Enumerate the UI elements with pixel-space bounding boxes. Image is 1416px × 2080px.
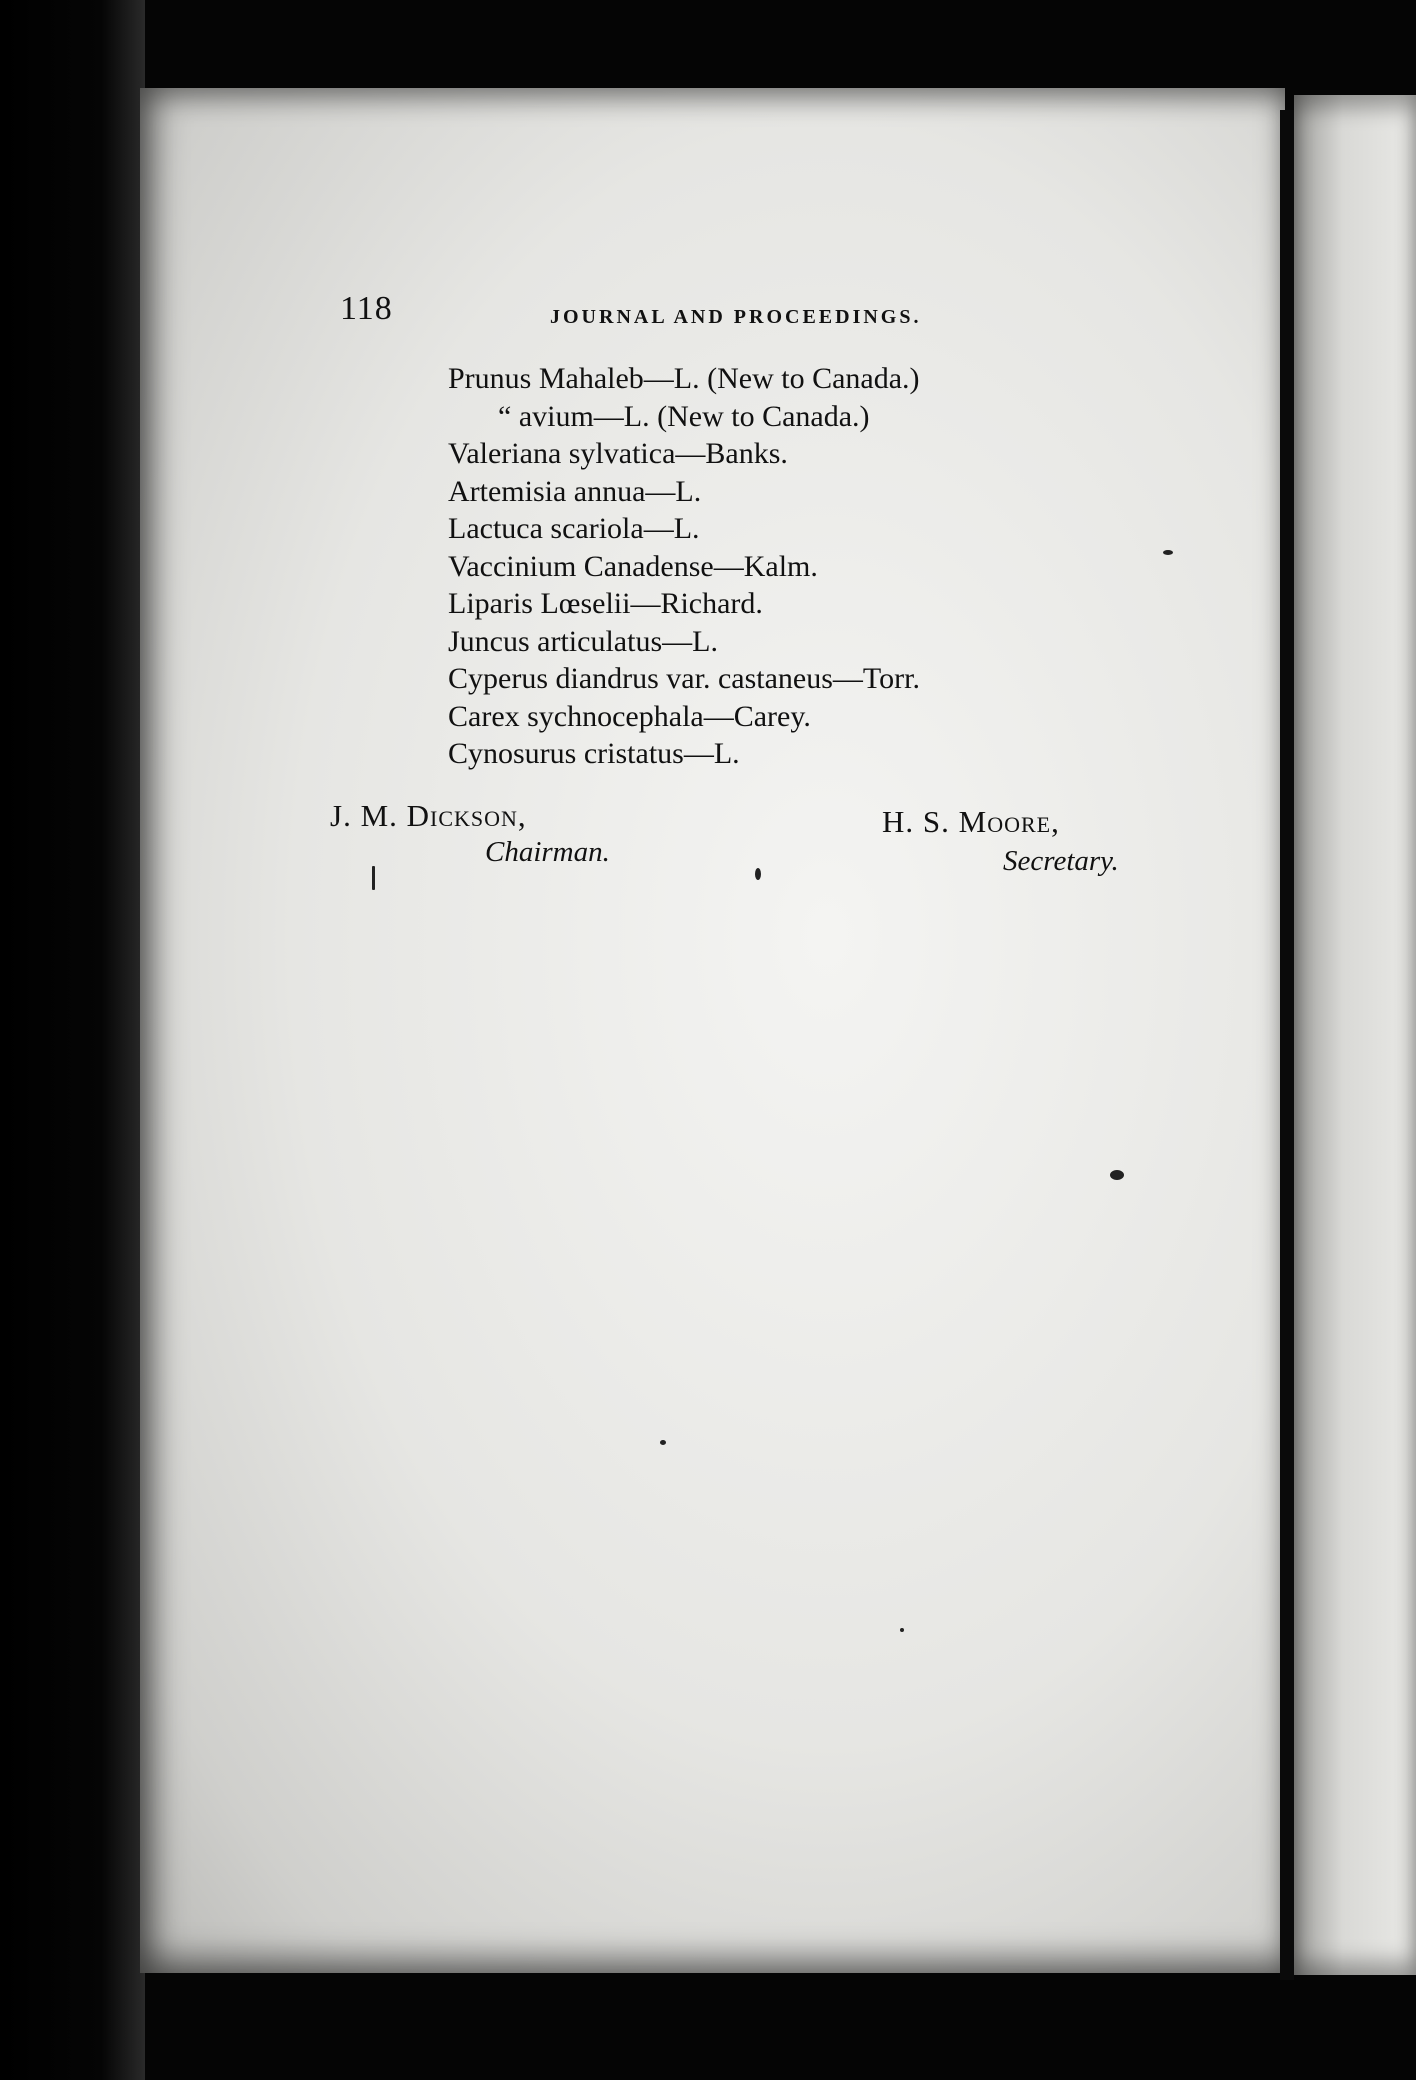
chairman-title: Chairman. bbox=[485, 836, 610, 868]
species-entry: Artemisia annua—L. bbox=[448, 474, 702, 508]
running-head: JOURNAL AND PROCEEDINGS. bbox=[550, 306, 922, 328]
species-entry: Cynosurus cristatus—L. bbox=[448, 737, 740, 770]
species-entry: Vaccinium Canadense—Kalm. bbox=[448, 549, 818, 583]
species-entry: Juncus articulatus—L. bbox=[448, 624, 718, 658]
ink-speck bbox=[372, 866, 375, 890]
secretary-name: H. S. Moore, bbox=[882, 804, 1060, 839]
ink-speck bbox=[1163, 550, 1173, 555]
ink-speck bbox=[755, 868, 761, 880]
ink-speck bbox=[1110, 1170, 1124, 1180]
page-gutter bbox=[1280, 110, 1294, 1980]
species-entry: Lactuca scariola—L. bbox=[448, 512, 700, 545]
adjacent-page-edge bbox=[1294, 95, 1416, 1975]
chairman-name: J. M. Dickson, bbox=[330, 798, 527, 833]
species-entry: Valeriana sylvatica—Banks. bbox=[448, 437, 788, 470]
binding-shadow bbox=[0, 0, 145, 2080]
species-entry: Cyperus diandrus var. castaneus—Torr. bbox=[448, 662, 920, 695]
species-entry: Prunus Mahaleb—L. (New to Canada.) bbox=[448, 362, 920, 395]
species-entry: Liparis Lœselii—Richard. bbox=[448, 587, 763, 620]
species-list bbox=[448, 360, 920, 773]
ink-speck bbox=[900, 1628, 904, 1632]
page-number: 118 bbox=[340, 290, 393, 327]
species-entry: Carex sychnocephala—Carey. bbox=[448, 699, 811, 733]
secretary-title: Secretary. bbox=[1003, 845, 1119, 877]
ink-speck bbox=[660, 1440, 666, 1445]
species-entry: “ avium—L. (New to Canada.) bbox=[498, 399, 870, 433]
